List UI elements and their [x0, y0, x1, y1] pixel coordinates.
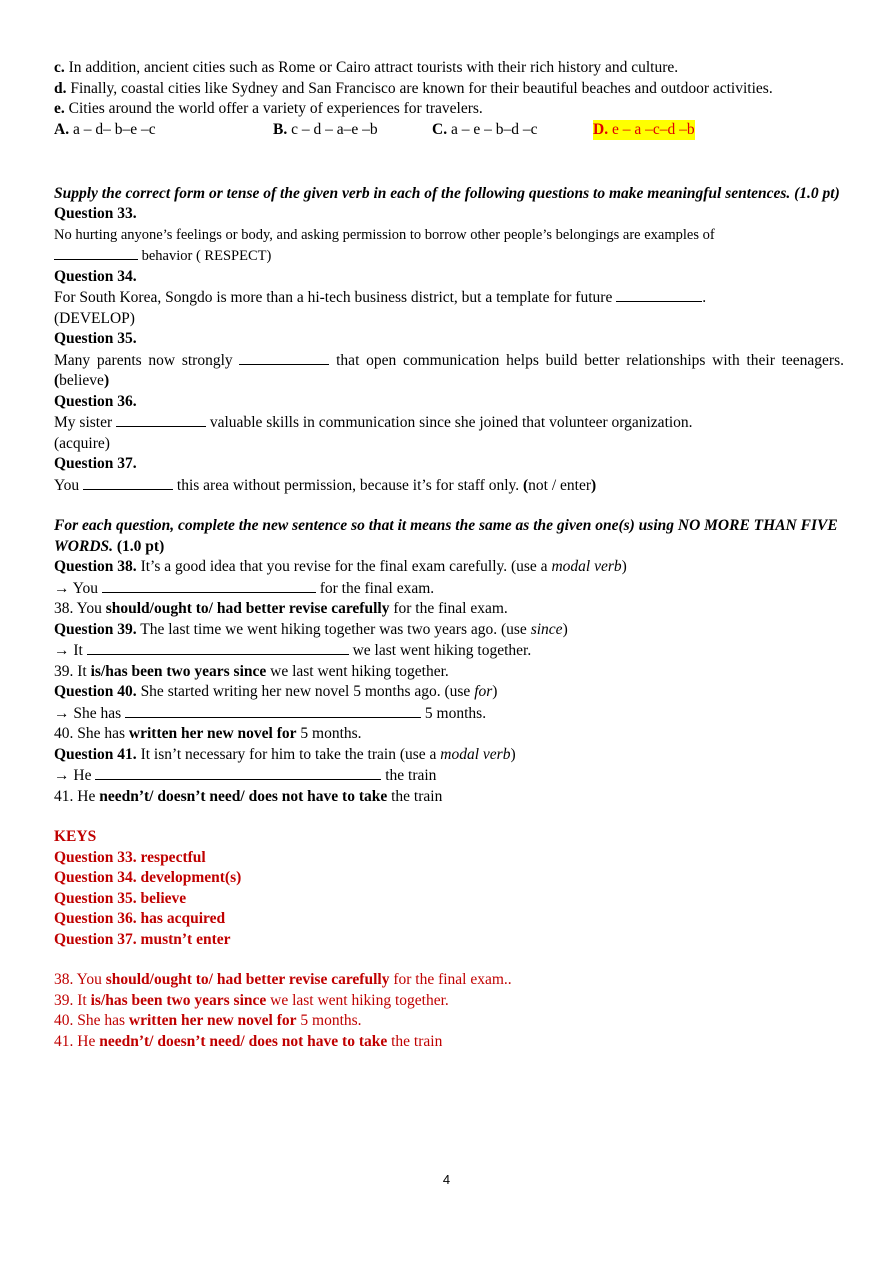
q40-answer-pre: 40. She has	[54, 725, 129, 742]
key-39-bold: is/has been two years since	[90, 991, 267, 1009]
q39-hint: since	[530, 620, 563, 638]
q35-before: Many parents now strongly	[54, 351, 240, 369]
q37-before: You	[54, 476, 84, 494]
q34-blank	[616, 287, 702, 302]
page-number: 4	[442, 1172, 451, 1187]
q41-answer-post: the train	[387, 787, 443, 805]
q39-close: )	[562, 620, 568, 638]
key-38-post: for the final exam..	[389, 971, 512, 988]
key-40-post: 5 months.	[296, 1012, 362, 1029]
q33-after: behavior ( RESPECT)	[138, 248, 272, 264]
q35-hint: believe	[59, 372, 104, 389]
q39-question	[54, 620, 844, 641]
option-d-text: e – a –c–d –b	[608, 120, 695, 138]
sentence-d-text: Finally, coastal cities like Sydney and San Francisco are known for their beautiful beaches and outdoor activities.	[66, 79, 773, 97]
option-c-text: a – e – b–d –c	[447, 120, 538, 138]
q40-close: )	[492, 683, 498, 700]
q40-answer-bold: written her new novel for	[128, 725, 297, 742]
q36-before: My sister	[54, 414, 116, 431]
q34-text: For South Korea, Songdo is more than a hi-tech business district, but a template for future	[54, 289, 617, 306]
q34-line	[54, 287, 844, 309]
answer-options	[54, 120, 844, 141]
key-38-pre: 38. You	[54, 971, 106, 988]
option-d-label: D.	[593, 120, 609, 138]
option-a	[54, 120, 156, 141]
q41-close: )	[510, 745, 516, 763]
q33-label: Question 33.	[54, 205, 137, 222]
option-a-label: A.	[54, 120, 70, 138]
option-b	[273, 120, 378, 141]
q41-prompt-end: the train	[381, 767, 437, 784]
q38-answer-pre: 38. You	[54, 600, 106, 617]
q39-answer	[54, 662, 844, 683]
q39-blank	[87, 640, 349, 655]
q38-hint: modal verb	[551, 558, 622, 575]
key-answer-40	[54, 1011, 844, 1032]
q39-answer-post: we last went hiking together.	[266, 662, 449, 680]
option-b-label: B.	[273, 120, 288, 138]
sentence-e	[54, 99, 844, 120]
key-40-pre: 40. She has	[54, 1012, 129, 1029]
q35-hint-close: )	[103, 372, 110, 389]
q39-answer-bold: is/has been two years since	[90, 662, 267, 680]
q38-answer-post: for the final exam.	[389, 600, 508, 617]
q34-hint: (DEVELOP)	[54, 309, 135, 327]
key-q33: Question 33. respectful	[54, 848, 206, 866]
sentence-d	[54, 79, 844, 100]
q37-hint-open: (	[523, 476, 529, 494]
q33-blank	[54, 245, 138, 260]
q38-blank	[102, 578, 316, 593]
q40-question	[54, 682, 844, 703]
key-41-post: the train	[387, 1032, 443, 1050]
q40-answer-post: 5 months.	[296, 725, 362, 742]
q39-prompt	[54, 640, 844, 662]
q37-hint: not / enter	[528, 476, 592, 494]
q34-label: Question 34.	[54, 267, 137, 285]
q35-hint-open: (	[54, 372, 60, 389]
option-a-text: a – d– b–e –c	[69, 120, 156, 138]
q36-after: valuable skills in communication since she joined that volunteer organization.	[206, 414, 693, 431]
q40-prompt	[54, 703, 844, 725]
q40-prompt-start: → She has	[54, 704, 126, 722]
sentence-e-label: e.	[54, 100, 65, 117]
q38-prompt-end: for the final exam.	[315, 579, 435, 597]
key-answer-38	[54, 970, 844, 991]
verb-section-instruction: Supply the correct form or tense of the given verb in each of the following questions to make meaningful sentences. (1.0 pt)	[54, 184, 840, 202]
q37-label: Question 37.	[54, 455, 137, 472]
q39-text: The last time we went hiking together was two years ago. (use	[136, 620, 531, 638]
key-answer-39	[54, 991, 844, 1012]
q41-text: It isn’t necessary for him to take the train (use a	[136, 745, 441, 763]
q40-hint: for	[474, 683, 493, 700]
key-39-post: we last went hiking together.	[266, 991, 449, 1009]
keys-title: KEYS	[54, 828, 97, 845]
rewrite-section-instruction	[54, 516, 844, 557]
option-d-highlighted	[593, 120, 695, 141]
q33-line	[54, 245, 844, 267]
sentence-c-label: c.	[54, 59, 65, 76]
key-answer-41	[54, 1032, 844, 1053]
q34-after: .	[702, 289, 707, 306]
q40-answer	[54, 724, 844, 745]
q40-blank	[125, 703, 421, 718]
q41-answer-bold: needn’t/ doesn’t need/ does not have to take	[99, 787, 388, 805]
q39-prompt-start: → It	[54, 642, 87, 659]
sentence-d-label: d.	[54, 79, 67, 97]
q41-answer	[54, 787, 844, 808]
q36-label: Question 36.	[54, 392, 137, 410]
q38-question	[54, 557, 844, 578]
key-41-bold: needn’t/ doesn’t need/ does not have to take	[99, 1032, 388, 1050]
rewrite-instruction-points: (1.0 pt)	[113, 537, 165, 555]
option-c	[432, 120, 537, 141]
sentence-c	[54, 58, 844, 79]
q35-blank	[239, 350, 329, 365]
q38-close: )	[621, 558, 627, 575]
page-content	[54, 58, 844, 1052]
q33-text: No hurting anyone’s feelings or body, and asking permission to borrow other people’s belongings are examples of	[54, 226, 715, 243]
rewrite-instruction-text: For each question, complete the new sentence so that it means the same as the given one(s) using NO MORE THAN FIVE WORDS.	[54, 517, 838, 555]
key-38-bold: should/ought to/ had better revise carefully	[105, 971, 390, 988]
key-41-pre: 41. He	[54, 1032, 100, 1050]
q39-answer-pre: 39. It	[54, 662, 91, 680]
key-39-pre: 39. It	[54, 991, 91, 1009]
q35-label: Question 35.	[54, 330, 137, 347]
q40-text: She started writing her new novel 5 months ago. (use	[136, 683, 475, 700]
q41-prompt-start: → He	[54, 767, 96, 784]
option-c-label: C.	[432, 120, 448, 138]
key-q35: Question 35. believe	[54, 889, 187, 907]
q40-label: Question 40.	[54, 683, 137, 700]
q41-answer-pre: 41. He	[54, 787, 100, 805]
key-q37: Question 37. mustn’t enter	[54, 930, 231, 948]
key-q36: Question 36. has acquired	[54, 910, 226, 927]
q41-blank	[95, 765, 381, 780]
q37-hint-close: )	[591, 476, 597, 494]
option-b-text: c – d – a–e –b	[287, 120, 378, 138]
sentence-e-text: Cities around the world offer a variety of experiences for travelers.	[64, 100, 483, 117]
key-q34: Question 34. development(s)	[54, 869, 242, 886]
q38-prompt	[54, 578, 844, 600]
q37-after: this area without permission, because it’s for staff only.	[173, 476, 523, 494]
q38-text: It’s a good idea that you revise for the final exam carefully. (use a	[136, 558, 552, 575]
q36-hint: (acquire)	[54, 434, 110, 452]
q38-prompt-start: → You	[54, 579, 102, 597]
q38-answer	[54, 599, 844, 620]
q40-prompt-end: 5 months.	[421, 704, 487, 722]
q41-label: Question 41.	[54, 745, 137, 763]
sentence-c-text: In addition, ancient cities such as Rome or Cairo attract tourists with their rich history and culture.	[64, 59, 679, 76]
q38-answer-bold: should/ought to/ had better revise carefully	[105, 600, 390, 617]
q39-prompt-end: we last went hiking together.	[348, 642, 532, 659]
q36-blank	[116, 412, 206, 427]
q37-blank	[83, 475, 173, 490]
q35-after: that open communication helps build better relationships with their teenagers.	[329, 351, 845, 369]
q41-hint: modal verb	[440, 745, 511, 763]
answer-keys	[54, 827, 844, 1052]
q37-line	[54, 475, 844, 497]
q41-question	[54, 745, 844, 766]
key-40-bold: written her new novel for	[128, 1012, 297, 1029]
q41-prompt	[54, 765, 844, 787]
q39-label: Question 39.	[54, 620, 137, 638]
q36-line	[54, 412, 844, 434]
q35-line	[54, 350, 844, 392]
q38-label: Question 38.	[54, 558, 137, 575]
